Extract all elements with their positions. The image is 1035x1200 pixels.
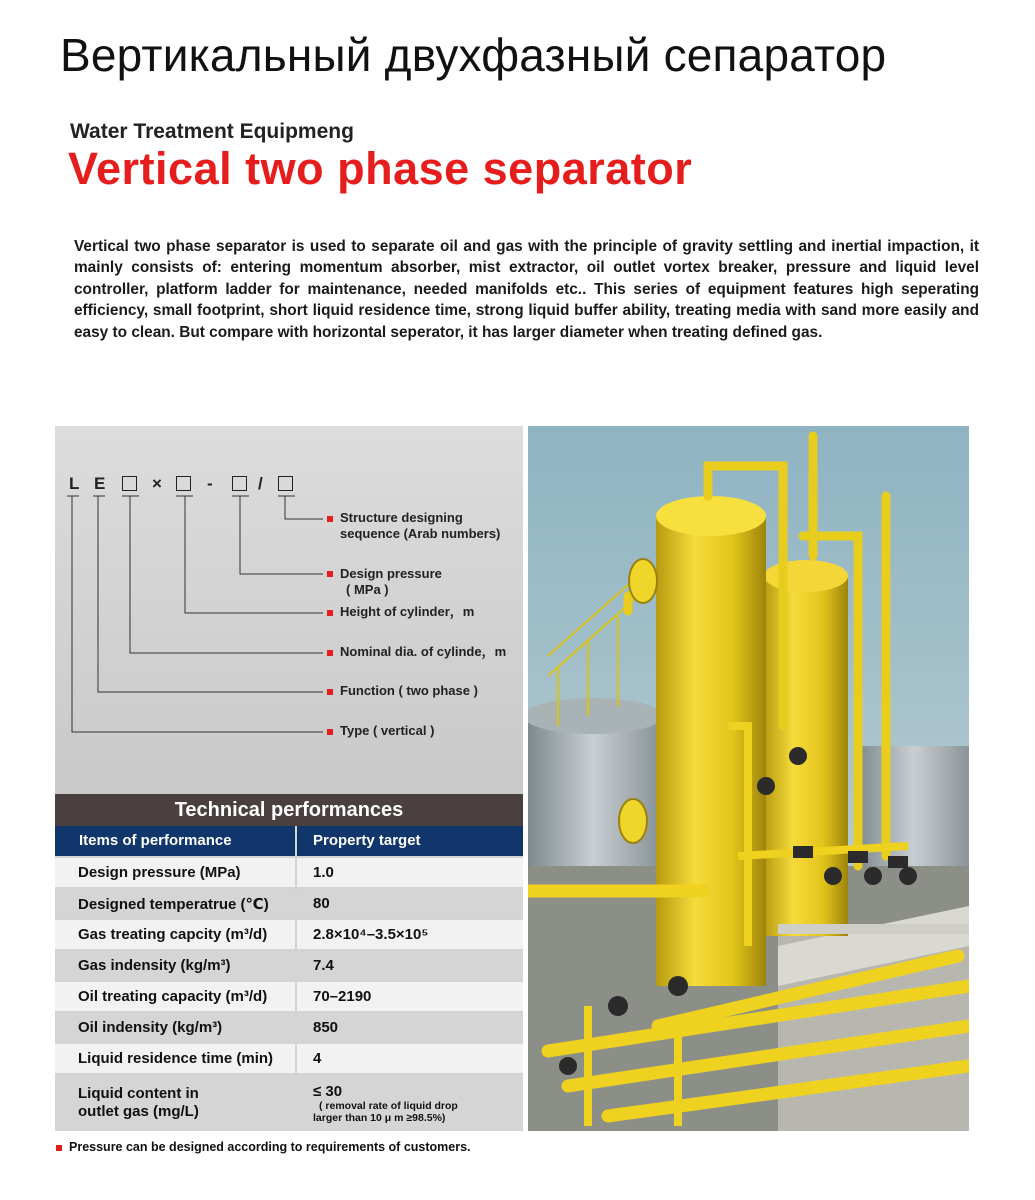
code-letter-e: E <box>94 474 106 493</box>
table-row <box>55 1075 523 1131</box>
code-slash: / <box>258 474 263 493</box>
table-row <box>55 920 523 949</box>
connector-height <box>185 496 323 613</box>
footnote-bullet <box>56 1145 62 1151</box>
code-letter-l: L <box>69 474 80 493</box>
legend-bullet <box>327 516 333 522</box>
table-cell-item: Liquid residence time (min) <box>55 1044 295 1073</box>
table-row <box>55 889 523 918</box>
table-cell-value: 4 <box>297 1044 523 1073</box>
legend-bullet <box>327 729 333 735</box>
code-times: × <box>152 474 162 493</box>
legend-type: Type ( vertical ) <box>340 723 435 738</box>
code-dash: - <box>207 474 213 493</box>
table-cell-item: Designed temperatrue (℃) <box>55 889 295 918</box>
ru-title: Вертикальный двухфазный сепаратор <box>60 29 887 81</box>
connector-type <box>72 496 323 732</box>
legend-structure: Structure designing sequence (Arab numbers) <box>340 510 501 541</box>
table-cell-value: 7.4 <box>297 951 523 980</box>
table-row <box>55 1013 523 1042</box>
legend-bullet <box>327 650 333 656</box>
table-row <box>55 951 523 980</box>
legend-bullet <box>327 689 333 695</box>
column-header-target: Property target <box>297 826 523 856</box>
table-row <box>55 982 523 1011</box>
item-line-1: Liquid content in <box>78 1085 199 1102</box>
connector-pressure <box>240 496 323 574</box>
legend-function: Function ( two phase ) <box>340 683 478 698</box>
legend-bullet <box>327 571 333 577</box>
table-title: Technical performances <box>55 794 523 826</box>
table-cell-item: Gas indensity (kg/m³) <box>55 951 295 980</box>
legend-bullet <box>327 610 333 616</box>
connector-structure <box>285 496 323 519</box>
legend-pressure: Design pressure ( MPa ) <box>340 566 442 597</box>
table-row <box>55 858 523 887</box>
table-cell-item <box>55 1075 295 1131</box>
footnote-text: Pressure can be designed according to requirements of customers. <box>69 1140 471 1154</box>
table-row <box>55 1044 523 1073</box>
table-cell-item: Oil indensity (kg/m³) <box>55 1013 295 1042</box>
separator-photo <box>528 426 969 1131</box>
item-line-2: outlet gas (mg/L) <box>78 1103 199 1120</box>
table-cell-item: Design pressure (MPa) <box>55 858 295 887</box>
table-cell-value <box>297 1075 523 1131</box>
value-main: ≤ 30 <box>313 1082 343 1100</box>
page-title: Vertical two phase separator <box>68 143 693 194</box>
table-cell-value: 70–2190 <box>297 982 523 1011</box>
table-cell-item: Oil treating capacity (m³/d) <box>55 982 295 1011</box>
value-note-2: larger than 10 μ m ≥98.5%) <box>313 1111 446 1124</box>
table-cell-value: 850 <box>297 1013 523 1042</box>
legend-nominal: Nominal dia. of cylinde，m <box>340 644 507 659</box>
connector-function <box>98 496 323 692</box>
description: Vertical two phase separator is used to separate oil and gas with the principle of gravity settling and inertial impaction, it mainly consists of: entering momentum absorber, mist extractor, oil outlet vortex breaker, pressure and liquid level controller, platform ladder for maintenance, needed manifolds etc.. This series of equipment features high seperating efficiency, small footprint, short liquid residence time, strong liquid buffer ability, treating media with sand more easily and easy to clean. But compare with horizontal seperator, it has larger diameter when treating defined gas. <box>74 238 979 341</box>
table-cell-item: Gas treating capcity (m³/d) <box>55 920 295 949</box>
table-cell-value: 80 <box>297 889 523 918</box>
legend-height: Height of cylinder，m <box>340 604 475 619</box>
column-header-items: Items of performance <box>55 826 295 856</box>
value-note-1: ( removal rate of liquid drop <box>319 1099 458 1112</box>
table-cell-value: 2.8×10⁴–3.5×10⁵ <box>297 920 523 949</box>
footnote <box>56 1140 471 1154</box>
subtitle: Water Treatment Equipmeng <box>70 120 354 143</box>
table-cell-value: 1.0 <box>297 858 523 887</box>
